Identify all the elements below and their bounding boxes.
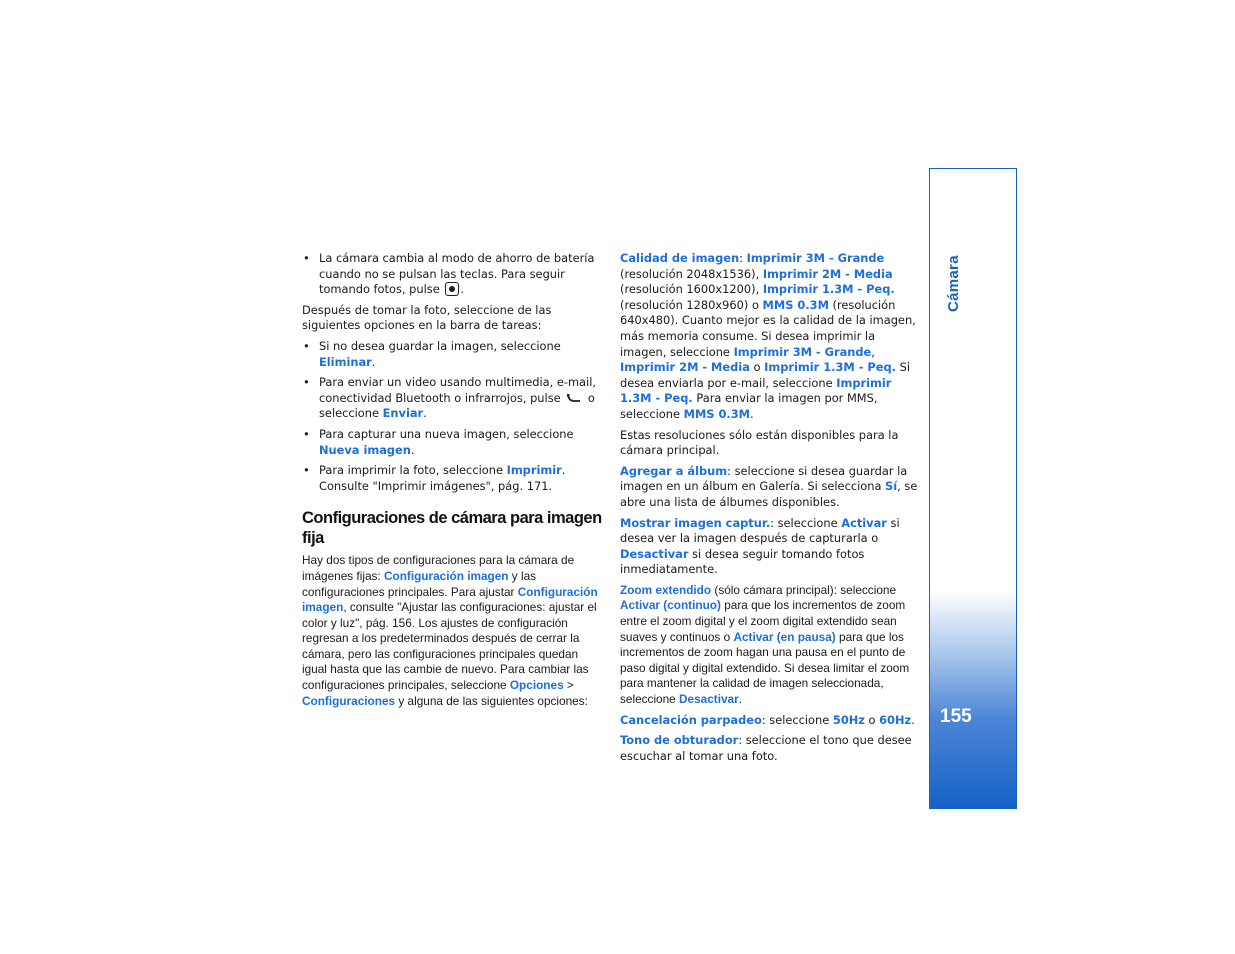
option-value: Desactivar — [620, 546, 689, 561]
section-heading: Configuraciones de cámara para imagen fija — [302, 509, 602, 548]
menu-option-opciones: Opciones — [509, 678, 564, 693]
setting-description: Tono de obturador: seleccione el tono que desee escuchar al tomar una foto. — [620, 733, 912, 763]
list-item: • Si no desea guardar la imagen, seleccione Eliminar. — [302, 339, 604, 370]
paragraph: Hay dos tipos de configuraciones para la cámara de imágenes fijas: Configuración imagen y las configuraciones principales. Para ajustar Configuración imagen, consulte "Ajustar las configuraciones: ajustar el color y luz", pág. 156. Los ajustes de configuración regresan a los predeterminados después de cerrar la cámara, pero las configuraciones principales quedan igual hasta que las cambie de nuevo. Para cambiar las configuraciones principales, seleccione Opciones > Configuraciones y alguna de las siguientes opciones: — [302, 553, 598, 708]
page-number: 155 — [940, 706, 972, 727]
setting-name: Zoom extendido — [620, 582, 712, 597]
menu-option-configuraciones: Configuraciones — [302, 693, 396, 708]
menu-option-eliminar: Eliminar — [319, 354, 372, 369]
setting-description: Calidad de imagen: Imprimir 3M - Grande (resolución 2048x1536), Imprimir 2M - Media (resolución 1600x1200), Imprimir 1.3M - Peq. (resolución 1280x960) o MMS 0.3M (resolución 640x480). Cuanto mejor es la calidad de la imagen, más memoria consume. Si desea imprimir la imagen, seleccione Imprimir 3M - Grande, Imprimir 2M - Media o Imprimir 1.3M - Peq. Si desea enviarla por e-mail, seleccione Imprimir 1.3M - Peq. Para enviar la imagen por MMS, seleccione MMS 0.3M. — [620, 251, 916, 421]
menu-option-imprimir: Imprimir — [506, 463, 562, 478]
option-value: Imprimir 1.3M - Peq. — [764, 360, 896, 375]
setting-link: Configuración imagen — [302, 584, 598, 615]
setting-name: Calidad de imagen — [620, 251, 740, 265]
chapter-title: Cámara — [945, 255, 962, 312]
option-value: Imprimir 3M - Grande — [746, 251, 885, 265]
right-column — [620, 251, 920, 769]
setting-description: Cancelación parpadeo: seleccione 50Hz o 60Hz. — [620, 712, 915, 727]
option-value: Imprimir 1.3M - Peq. — [762, 282, 895, 297]
setting-name: Agregar a álbum — [620, 463, 728, 478]
paragraph: Estas resoluciones sólo están disponibles para la cámara principal. — [620, 427, 899, 458]
option-value: Activar (en pausa) — [733, 629, 836, 644]
option-value: Imprimir 2M - Media — [762, 266, 893, 281]
menu-option-enviar: Enviar — [382, 406, 424, 421]
paragraph: Después de tomar la foto, seleccione de las siguientes opciones en la barra de tareas: — [302, 302, 552, 333]
list-item: • Para capturar una nueva imagen, seleccione Nueva imagen. — [302, 427, 604, 458]
list-item: • La cámara cambia al modo de ahorro de batería cuando no se pulsan las teclas. Para seguir tomando fotos, pulse . — [302, 251, 604, 298]
setting-description: Zoom extendido (sólo cámara principal): seleccione Activar (continuo) para que los incrementos de zoom entre el zoom digital y el zoom digital extendido sean suaves y continuos o Activar (en pausa) para que los incrementos de zoom hagan una pausa en el punto de paso digital y digital extendido. Si desea limitar el zoom para mantener la calidad de imagen seleccionada, seleccione Desactivar. — [620, 582, 910, 707]
option-value: MMS 0.3M — [683, 406, 750, 421]
setting-name: Mostrar imagen captur. — [620, 515, 771, 530]
left-column — [302, 251, 604, 714]
list-item: • Para enviar un video usando multimedia, e-mail, conectividad Bluetooth o infrarrojos, pulse o seleccione Enviar. — [302, 375, 604, 422]
option-value: Imprimir 3M - Grande — [733, 344, 872, 359]
option-value: Imprimir 1.3M - Peq. — [620, 375, 892, 406]
call-key-icon — [566, 393, 582, 403]
option-value: MMS 0.3M — [762, 297, 829, 312]
setting-description: Agregar a álbum: seleccione si desea guardar la imagen en un álbum en Galería. Si selecciona Sí, se abre una lista de álbumes disponibles. — [620, 463, 918, 509]
list-item: • Para imprimir la foto, seleccione Imprimir. Consulte "Imprimir imágenes", pág. 171. — [302, 463, 604, 494]
option-value: Sí — [885, 479, 898, 494]
option-value: Desactivar — [679, 692, 739, 707]
option-value: Imprimir 2M - Media — [620, 360, 750, 375]
option-value: Activar — [841, 515, 887, 530]
scroll-key-icon — [445, 282, 459, 296]
setting-description: Mostrar imagen captur.: seleccione Activar si desea ver la imagen después de capturarla o Desactivar si desea seguir tomando fotos inmediatamente. — [620, 515, 900, 577]
option-value: 50Hz — [832, 712, 865, 727]
option-value: 60Hz — [879, 712, 912, 727]
setting-name: Cancelación parpadeo — [620, 712, 762, 727]
setting-name: Tono de obturador — [620, 733, 739, 748]
option-value: Activar (continuo) — [620, 598, 721, 613]
menu-option-nueva-imagen: Nueva imagen — [319, 442, 411, 457]
setting-link: Configuración imagen — [383, 568, 509, 583]
